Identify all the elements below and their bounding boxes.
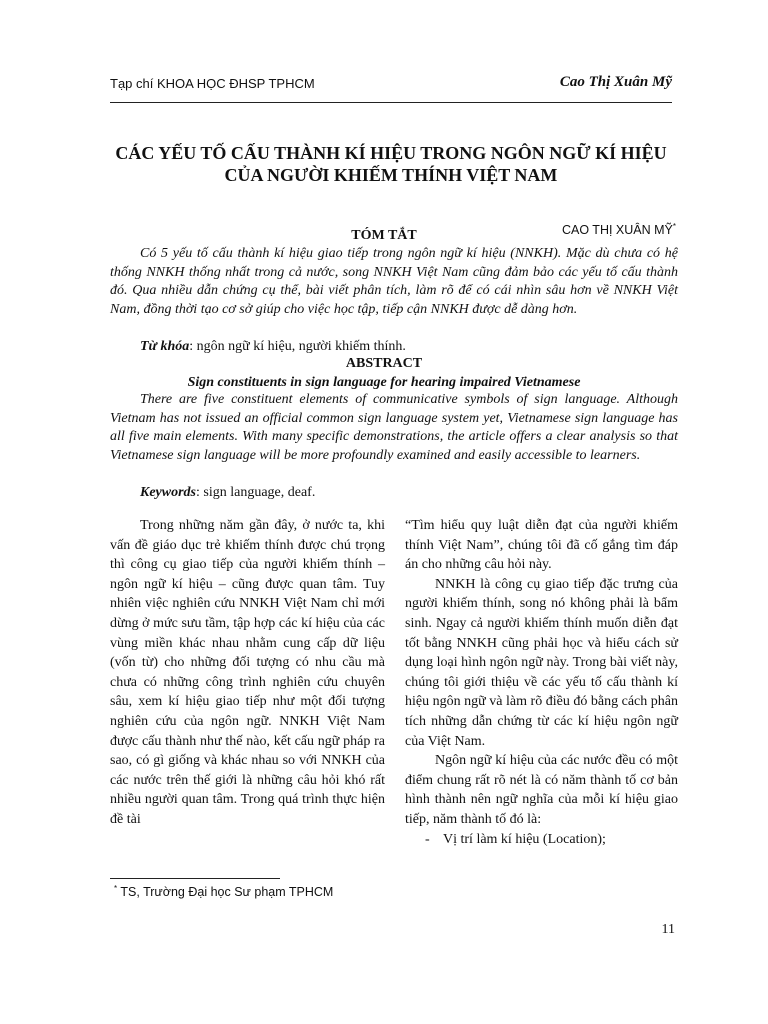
author-footnote-mark: * <box>672 222 676 231</box>
article-title <box>80 142 702 186</box>
title-line-1: CÁC YẾU TỐ CẤU THÀNH KÍ HIỆU TRONG NGÔN NGỮ KÍ HIỆU <box>115 143 667 163</box>
keywords-en <box>140 485 315 501</box>
author-name: CAO THỊ XUÂN MỸ <box>561 223 673 238</box>
body-column-left <box>110 516 385 830</box>
header-rule <box>110 102 672 103</box>
footnote <box>114 884 333 899</box>
body-paragraph: “Tìm hiểu quy luật diễn đạt của người khiếm thính Việt Nam”, chúng tôi đã cố gắng tìm đáp án cho những câu hỏi này. <box>405 518 678 573</box>
title-line-2: CỦA NGƯỜI KHIẾM THÍNH VIỆT NAM <box>224 165 558 185</box>
keywords-value-vi: : ngôn ngữ kí hiệu, người khiếm thính. <box>189 339 406 354</box>
footnote-text: TS, Trường Đại học Sư phạm TPHCM <box>117 885 334 900</box>
running-author: Cao Thị Xuân Mỹ <box>559 74 672 90</box>
keywords-label-en: Keywords <box>140 485 196 500</box>
abstract-text-en: There are five constituent elements of communicative symbols of sign language. Although Vietnam has not issued an official common sign language system yet, Vietnamese sign language has all five main elements. With many specific demonstrations, the article offers a clear analysis so that Vietnamese sign language will be more profoundly examined and easily accessible to learners. <box>110 392 678 463</box>
keywords-vi <box>140 339 406 355</box>
summary-heading-vi: TÓM TẮT <box>351 228 417 243</box>
running-header <box>110 76 672 96</box>
list-dash: - <box>425 831 430 847</box>
keywords-label-vi: Từ khóa <box>140 339 190 354</box>
body-column-right <box>405 516 678 849</box>
body-paragraph: Trong những năm gần đây, ở nước ta, khi vấn đề giáo dục trẻ khiếm thính được chú trọng thì công cụ giao tiếp của người khiếm thính – ngôn ngữ kí hiệu – cũng được quan tâm. Tuy nhiên việc nghiên cứu NNKH Việt Nam chỉ mới dừng ở mức sưu tầm, tập hợp các kí hiệu của các vùng miền khác nhau nhằm cung cấp dữ liệu (vốn từ) cho những đối tượng có nhu cầu mà chưa có những công trình nghiên cứu chuyên sâu, xem kí hiệu giao tiếp như một đối tượng nghiên cứu của ngôn ngữ. NNKH Việt Nam được cấu thành như thế nào, kết cấu ngữ pháp ra sao, có gì giống và khác nhau so với NNKH của các nước trên thế giới là những câu hỏi khó rất nhiều người quan tâm. Trong quá trình thực hiện đề tài <box>110 518 385 827</box>
summary-text-vi: Có 5 yếu tố cấu thành kí hiệu giao tiếp trong ngôn ngữ kí hiệu (NNKH). Mặc dù chưa có hệ thống NNKH thống nhất trong cả nước, song NNKH Việt Nam cũng đảm bảo các yếu tố cấu thành đó. Qua nhiều dẫn chứng cụ thể, bài viết phân tích, làm rõ để có cái nhìn sâu hơn về NNKH Việt Nam, đồng thời tạo cơ sở giúp cho việc học tập, tiếp cận NNKH được dễ dàng hơn. <box>110 246 678 317</box>
keywords-value-en: : sign language, deaf. <box>196 485 316 500</box>
journal-name: Tạp chí KHOA HỌC ĐHSP TPHCM <box>110 76 315 91</box>
list-item-text: Vị trí làm kí hiệu (Location); <box>443 831 606 847</box>
abstract-subtitle-en: Sign constituents in sign language for hearing impaired Vietnamese <box>187 375 581 390</box>
footnote-rule <box>110 878 280 879</box>
footnote-mark: * <box>114 884 118 893</box>
list-item <box>425 830 678 850</box>
body-paragraph: NNKH là công cụ giao tiếp đặc trưng của người khiếm thính, song nó không phải là bẩm sinh. Ngay cả người khiếm thính muốn diễn đạt tốt bằng NNKH cũng phải học và hiểu cách sử dụng loại hình ngôn ngữ này. Trong bài viết này, chúng tôi giới thiệu về các yếu tố cấu thành kí hiệu ngôn ngữ và làm rõ điều đó bằng cách phân tích những dẫn chứng từ các kí hiệu ngôn ngữ của Việt Nam. <box>405 576 678 749</box>
body-paragraph: Ngôn ngữ kí hiệu của các nước đều có một điểm chung rất rõ nét là có năm thành tố cơ bản hình thành nên ngữ nghĩa của mỗi kí hiệu giao tiếp, năm thành tố đó là: <box>405 753 678 827</box>
abstract-heading-en: ABSTRACT <box>345 356 423 371</box>
page-number: 11 <box>661 922 675 937</box>
